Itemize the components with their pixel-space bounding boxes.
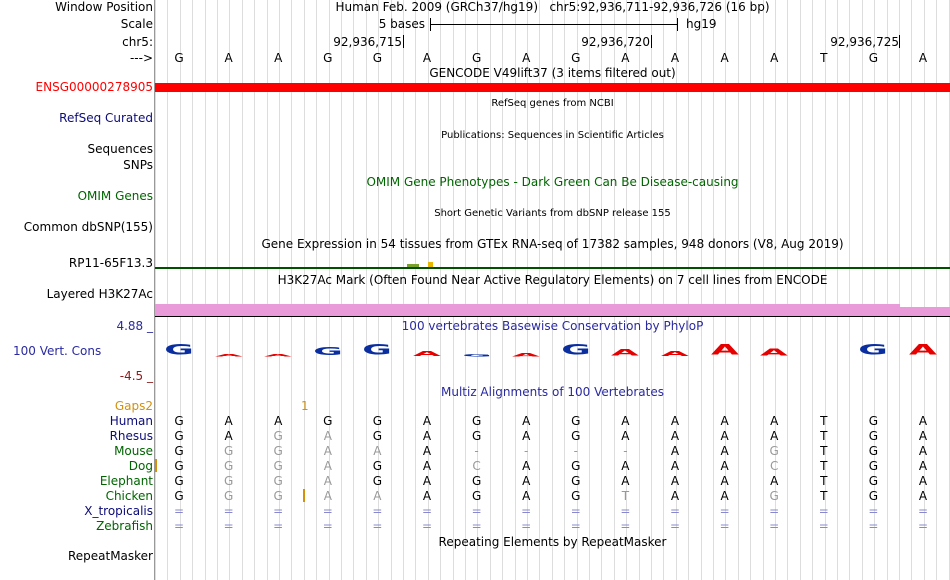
reference-base: A	[770, 51, 779, 65]
alignment-base: G	[174, 429, 184, 443]
alignment-base: A	[918, 429, 928, 443]
alignment-base: G	[372, 429, 383, 443]
h3k27ac-track-label[interactable]: Layered H3K27Ac	[46, 287, 153, 301]
alignment-base: G	[223, 489, 234, 503]
alignment-base: A	[720, 414, 729, 428]
alignment-base: A	[720, 459, 729, 473]
repeatmasker-track-title[interactable]: Repeating Elements by RepeatMasker	[438, 535, 667, 549]
alignment-base: G	[471, 474, 482, 488]
alignment-base: A	[770, 429, 779, 443]
alignment-base: G	[174, 414, 184, 428]
gaps-label: Gaps2	[114, 399, 153, 413]
position-tick-label: 92,936,715	[333, 35, 402, 49]
position-tick	[651, 35, 652, 48]
logo-letter: A	[264, 353, 293, 358]
alignment-base: G	[372, 459, 383, 473]
alignment-base: =	[570, 504, 581, 518]
reference-base: A	[522, 51, 531, 65]
position-tick	[899, 35, 900, 48]
alignment-base: A	[323, 474, 332, 488]
alignment-base: =	[471, 504, 482, 518]
reference-base: A	[274, 51, 283, 65]
species-label[interactable]: Elephant	[99, 474, 153, 488]
alignment-base: A	[522, 414, 531, 428]
gap-marker	[155, 459, 157, 472]
reference-base: A	[422, 51, 432, 65]
species-label[interactable]: Mouse	[114, 444, 153, 458]
alignment-base: A	[770, 414, 779, 428]
alignment-base: =	[570, 519, 581, 533]
scale-assembly: hg19	[686, 17, 717, 31]
alignment-base: A	[670, 474, 680, 488]
logo-letter: G	[858, 341, 889, 359]
alignment-base: T	[820, 474, 828, 488]
alignment-base: -	[573, 444, 578, 458]
alignment-base: =	[223, 504, 234, 518]
alignment-base: =	[421, 519, 433, 533]
alignment-base: A	[770, 474, 779, 488]
alignment-base: -	[524, 444, 529, 458]
alignment-base: G	[323, 414, 333, 428]
alignment-base: T	[820, 429, 828, 443]
alignment-base: G	[471, 414, 482, 428]
gencode-track-label[interactable]: ENSG00000278905	[35, 80, 153, 94]
position-tick	[403, 35, 404, 48]
alignment-base: =	[421, 504, 433, 518]
sequences-track-label[interactable]: Sequences	[87, 142, 153, 156]
alignment-base: G	[372, 414, 383, 428]
alignment-base: A	[422, 459, 432, 473]
scale-bar-right-tick	[677, 18, 678, 31]
logo-letter: A	[661, 349, 689, 358]
alignment-base: T	[820, 459, 828, 473]
reference-base: A	[224, 51, 233, 65]
alignment-base: T	[820, 489, 828, 503]
logo-letter: A	[611, 347, 640, 358]
alignment-base: -	[474, 444, 479, 458]
reference-base: G	[323, 51, 333, 65]
alignment-base: G	[174, 459, 184, 473]
position-tick-label: 92,936,720	[581, 35, 650, 49]
gtex-expression-mark	[407, 264, 419, 267]
alignment-base: =	[818, 504, 829, 518]
alignment-base: =	[273, 504, 284, 518]
alignment-base: G	[571, 459, 581, 473]
alignment-base: A	[621, 429, 630, 443]
alignment-base: =	[769, 519, 780, 533]
gap-marker	[303, 489, 305, 502]
alignment-base: =	[471, 519, 482, 533]
alignment-base: =	[818, 519, 829, 533]
alignment-base: A	[670, 444, 680, 458]
omim-track-title[interactable]: OMIM Gene Phenotypes - Dark Green Can Be Disease-causing	[366, 175, 739, 189]
reference-base: A	[918, 51, 928, 65]
logo-letter: A	[214, 353, 243, 358]
alignment-base: G	[372, 474, 383, 488]
logo-letter: A	[909, 341, 937, 359]
refseq-track-label[interactable]: RefSeq Curated	[59, 111, 153, 125]
alignment-base: A	[224, 414, 233, 428]
logo-letter: G	[560, 341, 591, 359]
phylop-track-title[interactable]: 100 vertebrates Basewise Conservation by PhyloP	[401, 319, 704, 333]
alignment-base: A	[323, 459, 332, 473]
alignment-base: G	[571, 429, 581, 443]
alignment-base: =	[322, 519, 333, 533]
alignment-base: T	[621, 489, 630, 503]
gtex-track-label[interactable]: RP11-65F13.3	[68, 256, 153, 270]
alignment-base: A	[720, 444, 729, 458]
dbsnp-track-label[interactable]: Common dbSNP(155)	[23, 220, 153, 234]
alignment-base: A	[918, 444, 928, 458]
reference-base: G	[868, 51, 879, 65]
alignment-base: A	[274, 414, 283, 428]
alignment-base: A	[522, 474, 531, 488]
refseq-track-title[interactable]: RefSeq genes from NCBI	[491, 98, 614, 109]
alignment-base: C	[472, 459, 481, 473]
logo-letter: G	[312, 345, 343, 358]
alignment-base: A	[422, 489, 432, 503]
alignment-base: G	[868, 429, 879, 443]
species-label[interactable]: Human	[109, 414, 153, 428]
alignment-base: A	[373, 444, 382, 458]
alignment-base: G	[174, 444, 184, 458]
alignment-base: A	[422, 474, 432, 488]
alignment-base: A	[422, 444, 432, 458]
alignment-base: A	[670, 489, 680, 503]
dbsnp-track-title[interactable]: Short Genetic Variants from dbSNP release 155	[434, 208, 671, 219]
alignment-base: T	[820, 414, 828, 428]
scale-label: Scale	[120, 17, 153, 31]
h3k27ac-signal	[155, 304, 900, 316]
scale-bar	[430, 24, 678, 25]
alignment-base: A	[918, 474, 928, 488]
alignment-base: G	[471, 489, 482, 503]
alignment-base: G	[273, 474, 283, 488]
alignment-base: G	[471, 429, 482, 443]
alignment-base: A	[621, 459, 630, 473]
logo-letter: A	[760, 346, 789, 358]
reference-base: G	[471, 51, 482, 65]
alignment-base: G	[174, 489, 184, 503]
alignment-base: A	[621, 414, 630, 428]
species-label[interactable]: Rhesus	[109, 429, 153, 443]
alignment-base: =	[173, 504, 185, 518]
phylop-max-value: 4.88 _	[116, 319, 153, 333]
alignment-base: =	[273, 519, 284, 533]
species-label[interactable]: Dog	[128, 459, 153, 473]
alignment-base: G	[769, 489, 779, 503]
alignment-base: =	[769, 504, 780, 518]
alignment-base: A	[522, 489, 531, 503]
reference-base: G	[372, 51, 383, 65]
alignment-base: G	[571, 414, 581, 428]
species-label[interactable]: Zebrafish	[96, 519, 153, 533]
logo-letter: G	[164, 341, 194, 359]
h3k27ac-baseline	[155, 316, 950, 317]
logo-letter: A	[413, 349, 441, 358]
gencode-gene-bar[interactable]	[155, 83, 950, 92]
alignment-base: G	[223, 474, 234, 488]
alignment-base: =	[917, 519, 929, 533]
alignment-base: A	[422, 414, 432, 428]
alignment-base: A	[670, 414, 680, 428]
alignment-base: G	[174, 474, 184, 488]
alignment-base: C	[769, 459, 779, 473]
alignment-base: =	[868, 504, 879, 518]
alignment-base: A	[918, 414, 928, 428]
window-position-label: Window Position	[55, 0, 153, 14]
alignment-base: G	[273, 489, 283, 503]
alignment-base: G	[273, 459, 283, 473]
chrom-label: chr5:	[122, 35, 153, 49]
strand-label: --->	[129, 51, 153, 65]
gencode-track-title[interactable]: GENCODE V49lift37 (3 items filtered out)	[429, 66, 676, 80]
publications-track-title[interactable]: Publications: Sequences in Scientific Articles	[441, 130, 664, 141]
alignment-base: G	[868, 489, 879, 503]
alignment-base: A	[323, 444, 332, 458]
alignment-base: A	[224, 429, 233, 443]
alignment-base: A	[918, 489, 928, 503]
alignment-base: A	[720, 489, 729, 503]
gaps-value: 1	[301, 399, 309, 413]
window-position-value: Human Feb. 2009 (GRCh37/hg19) chr5:92,936,711-92,936,726 (16 bp)	[335, 0, 770, 14]
alignment-base: A	[522, 429, 531, 443]
scale-bar-left-tick	[430, 18, 431, 31]
h3k27ac-signal	[900, 307, 950, 316]
alignment-base: G	[223, 444, 234, 458]
alignment-base: G	[273, 444, 283, 458]
reference-base: A	[720, 51, 729, 65]
alignment-base: A	[522, 459, 531, 473]
alignment-base: =	[521, 504, 532, 518]
alignment-base: =	[868, 519, 879, 533]
alignment-base: G	[273, 429, 283, 443]
alignment-base: T	[820, 444, 828, 458]
alignment-base: =	[620, 519, 631, 533]
alignment-base: =	[322, 504, 333, 518]
multiz-track-title[interactable]: Multiz Alignments of 100 Vertebrates	[440, 385, 665, 399]
alignment-base: A	[323, 489, 332, 503]
alignment-base: -	[623, 444, 628, 458]
alignment-base: G	[571, 489, 581, 503]
alignment-base: A	[720, 474, 729, 488]
reference-base: A	[621, 51, 630, 65]
logo-letter: A	[710, 341, 739, 359]
alignment-base: =	[372, 504, 383, 518]
logo-letter: G	[461, 353, 492, 358]
alignment-base: =	[223, 519, 234, 533]
reference-base: G	[571, 51, 581, 65]
species-label[interactable]: X_tropicalis	[84, 504, 153, 518]
alignment-base: G	[868, 444, 879, 458]
reference-base: T	[820, 51, 828, 65]
reference-base: G	[174, 51, 184, 65]
alignment-base: G	[868, 474, 879, 488]
gtex-track-title[interactable]: Gene Expression in 54 tissues from GTEx RNA-seq of 17382 samples, 948 donors (V8, Aug 2019)	[261, 237, 844, 251]
alignment-base: =	[173, 519, 185, 533]
omim-track-label[interactable]: OMIM Genes	[77, 189, 153, 203]
alignment-base: A	[422, 429, 432, 443]
alignment-base: =	[719, 519, 730, 533]
alignment-base: =	[521, 519, 532, 533]
alignment-base: A	[670, 429, 680, 443]
gtex-expression-mark	[428, 262, 433, 267]
phylop-min-value: -4.5 _	[119, 369, 153, 383]
logo-letter: G	[362, 341, 393, 359]
species-label[interactable]: Chicken	[105, 489, 153, 503]
alignment-base: =	[669, 519, 681, 533]
alignment-base: A	[670, 459, 680, 473]
alignment-base: A	[323, 429, 332, 443]
alignment-base: G	[769, 444, 779, 458]
gtex-gene-line[interactable]	[155, 267, 950, 269]
reference-base: A	[670, 51, 680, 65]
alignment-base: =	[917, 504, 929, 518]
phylop-track-label[interactable]: 100 Vert. Cons	[13, 344, 102, 358]
alignment-base: G	[868, 414, 879, 428]
h3k27ac-track-title[interactable]: H3K27Ac Mark (Often Found Near Active Regulatory Elements) on 7 cell lines from ENCODE	[277, 273, 828, 287]
alignment-base: A	[918, 459, 928, 473]
logo-letter: A	[512, 352, 541, 358]
alignment-base: A	[720, 429, 729, 443]
alignment-base: =	[719, 504, 730, 518]
alignment-base: A	[373, 489, 382, 503]
alignment-base: G	[571, 474, 581, 488]
snps-track-label[interactable]: SNPs	[123, 158, 153, 172]
alignment-base: A	[621, 474, 630, 488]
alignment-base: =	[372, 519, 383, 533]
scale-text: 5 bases	[378, 17, 425, 31]
alignment-base: =	[620, 504, 631, 518]
repeatmasker-track-label[interactable]: RepeatMasker	[67, 549, 153, 563]
position-tick-label: 92,936,725	[830, 35, 899, 49]
alignment-base: G	[868, 459, 879, 473]
alignment-base: =	[669, 504, 681, 518]
alignment-base: G	[223, 459, 234, 473]
